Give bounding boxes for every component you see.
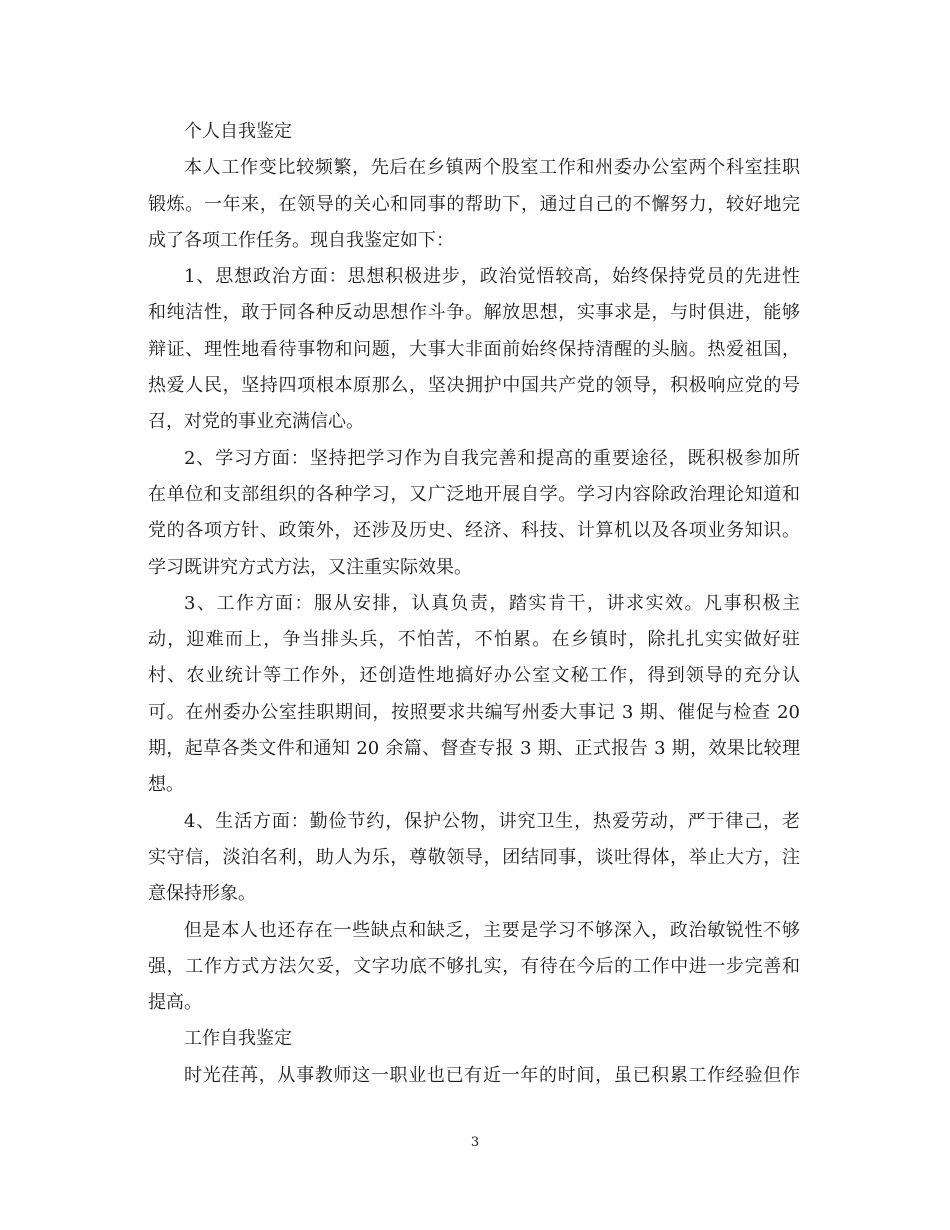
text-line: 辩证、理性地看待事物和问题，大事大非面前始终保持清醒的头脑。热爱祖国， bbox=[148, 338, 800, 360]
text-line: 提高。 bbox=[148, 992, 202, 1014]
text-line: 意保持形象。 bbox=[148, 883, 256, 905]
page-number: 3 bbox=[470, 1135, 480, 1150]
text-line: 时光荏苒，从事教师这一职业也已有近一年的时间，虽已积累工作经验但作 bbox=[184, 1064, 800, 1086]
text-line: 工作自我鉴定 bbox=[184, 1028, 292, 1050]
text-line: 强，工作方式方法欠妥，文字功底不够扎实，有待在今后的工作中进一步完善和 bbox=[148, 955, 800, 977]
text-line: 可。在州委办公室挂职期间，按照要求共编写州委大事记 3 期、催促与检查 20 bbox=[148, 701, 800, 723]
text-line: 成了各项工作任务。现自我鉴定如下： bbox=[148, 229, 454, 251]
text-line: 个人自我鉴定 bbox=[184, 121, 292, 142]
text-line: 3、工作方面：服从安排，认真负责，踏实肯干，讲求实效。凡事积极主 bbox=[184, 592, 800, 614]
text-line: 和纯洁性，敢于同各种反动思想作斗争。解放思想，实事求是，与时俱进，能够 bbox=[148, 302, 800, 324]
text-line: 期，起草各类文件和通知 20 余篇、督查专报 3 期、正式报告 3 期，效果比较理 bbox=[148, 738, 800, 760]
text-line: 党的各项方针、政策外，还涉及历史、经济、科技、计算机以及各项业务知识。 bbox=[148, 520, 800, 542]
text-line: 动，迎难而上，争当排头兵，不怕苦，不怕累。在乡镇时，除扎扎实实做好驻 bbox=[148, 629, 800, 651]
text-line: 召，对党的事业充满信心。 bbox=[148, 411, 364, 433]
text-line: 锻炼。一年来，在领导的关心和同事的帮助下，通过自己的不懈努力，较好地完 bbox=[148, 193, 800, 215]
text-line: 热爱人民，坚持四项根本原那么，坚决拥护中国共产党的领导，积极响应党的号 bbox=[148, 375, 800, 397]
text-line: 本人工作变比较频繁，先后在乡镇两个股室工作和州委办公室两个科室挂职 bbox=[184, 157, 800, 179]
text-line: 4、生活方面：勤俭节约，保护公物，讲究卫生，热爱劳动，严于律己，老 bbox=[184, 810, 800, 832]
text-line: 想。 bbox=[148, 774, 184, 796]
text-line: 村、农业统计等工作外，还创造性地搞好办公室文秘工作，得到领导的充分认 bbox=[148, 665, 800, 687]
text-line: 在单位和支部组织的各种学习，又广泛地开展自学。学习内容除政治理论知道和 bbox=[148, 483, 800, 505]
text-line: 但是本人也还存在一些缺点和缺乏，主要是学习不够深入，政治敏锐性不够 bbox=[184, 919, 800, 941]
document-body bbox=[148, 114, 800, 1094]
text-line: 实守信，淡泊名利，助人为乐，尊敬领导，团结同事，谈吐得体，举止大方，注 bbox=[148, 846, 800, 868]
text-line: 1、思想政治方面：思想积极进步，政治觉悟较高，始终保持党员的先进性 bbox=[184, 266, 800, 288]
text-line: 学习既讲究方式方法，又注重实际效果。 bbox=[148, 556, 472, 578]
text-line: 2、学习方面：坚持把学习作为自我完善和提高的重要途径，既积极参加所 bbox=[184, 447, 800, 469]
